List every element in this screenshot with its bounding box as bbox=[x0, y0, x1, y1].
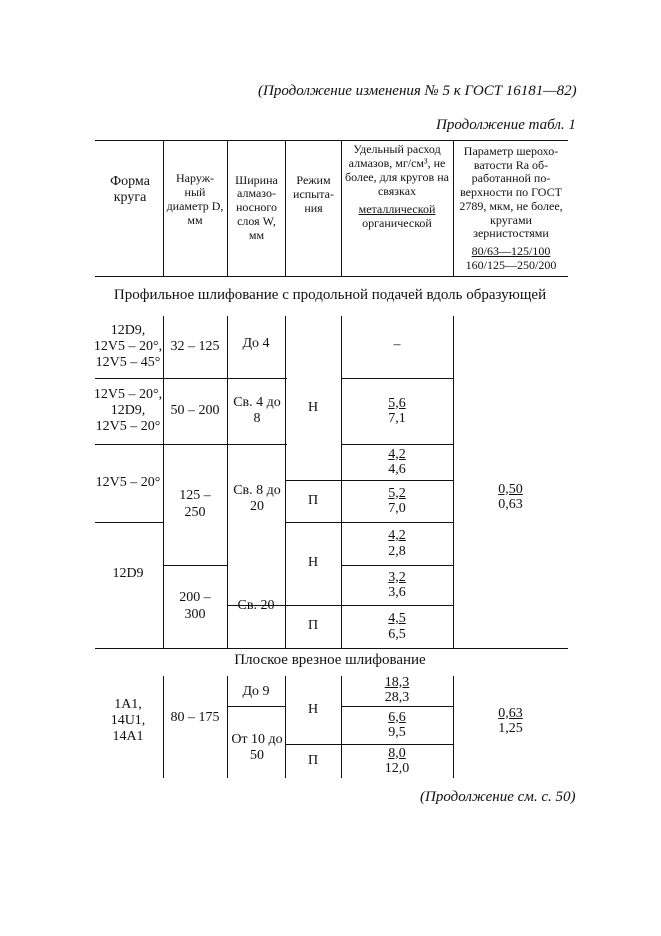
width-cell-1: До 4 bbox=[242, 335, 270, 351]
change-continuation-title: (Продолжение изменения № 5 к ГОСТ 16181—82) bbox=[258, 83, 577, 99]
diameter-cell-1: 32 – 125 bbox=[170, 338, 220, 354]
s2-mode-cell-h: Н bbox=[307, 701, 319, 717]
consumption-cell-2: $\frac{5,6}{7,1}$ bbox=[388, 395, 406, 426]
consumption-cell-5: $\frac{4,2}{2,8}$ bbox=[388, 528, 406, 559]
col-form-header: Форма круга bbox=[110, 173, 150, 205]
form-cell-3: 12V5 – 20° bbox=[95, 474, 161, 490]
diameter-cell-4: 200 – 300 bbox=[179, 590, 211, 622]
consumption-cell-4: $\frac{5,2}{7,0}$ bbox=[388, 485, 406, 516]
form-cell-2: 12V5 – 20°, 12D9, 12V5 – 20° bbox=[93, 386, 163, 435]
footer-continuation: (Продолжение см. с. 50) bbox=[420, 789, 576, 805]
col-roughness-denominator: 160/125—250/200 bbox=[465, 258, 557, 272]
mode-cell-p1: П bbox=[307, 492, 319, 508]
col-mode-header: Режим испыта-ния bbox=[293, 173, 334, 215]
col-roughness-header: Параметр шерохо-ватости Ra об-работанной по-верхности по ГОСТ 2789, мкм, не более, кругами зернистостями bbox=[459, 143, 563, 241]
diameter-cell-2: 50 – 200 bbox=[170, 402, 220, 418]
mode-cell-h1: Н bbox=[307, 399, 319, 415]
form-cell-1: 12D9, 12V5 – 20°, 12V5 – 45° bbox=[93, 322, 163, 371]
s2-consumption-cell-2: $\frac{6,6}{9,5}$ bbox=[388, 709, 406, 740]
section1-title: Профильное шлифование с продольной подачей вдоль образующей bbox=[113, 287, 547, 303]
diameter-cell-3: 125 – 250 bbox=[179, 488, 211, 520]
col-width-header: Ширина алмазо-носного слоя W, мм bbox=[235, 172, 278, 242]
s2-consumption-cell-1: $\frac{18,3}{28,3}$ bbox=[384, 674, 410, 705]
s2-roughness-cell: $\frac{0,63}{1,25}$ bbox=[498, 705, 523, 736]
col-roughness-numerator: 80/63—125/100 bbox=[471, 244, 551, 258]
s2-form-cell: 1A1, 14U1, 14A1 bbox=[110, 696, 146, 745]
consumption-cell-7: $\frac{4,5}{6,5}$ bbox=[388, 611, 406, 642]
s2-width-cell-2: От 10 до 50 bbox=[231, 731, 283, 763]
consumption-cell-1: – bbox=[393, 336, 401, 352]
width-cell-4: Св. 20 bbox=[237, 598, 275, 614]
mode-cell-p2: П bbox=[307, 618, 319, 634]
table-continuation-title: Продолжение табл. 1 bbox=[436, 117, 576, 133]
s2-mode-cell-p: П bbox=[307, 752, 319, 768]
s2-consumption-cell-3: $\frac{8,0}{12,0}$ bbox=[384, 745, 410, 776]
form-cell-4: 12D9 bbox=[112, 565, 144, 581]
consumption-cell-6: $\frac{3,2}{3,6}$ bbox=[388, 569, 406, 600]
mode-cell-h2: Н bbox=[307, 555, 319, 571]
consumption-cell-3: $\frac{4,2}{4,6}$ bbox=[388, 446, 406, 477]
col-consumption-denominator: органической bbox=[362, 216, 432, 230]
col-consumption-header: Удельный расход алмазов, мг/см³, не более, для кругов на связках bbox=[345, 142, 449, 198]
col-diameter-header: Наруж-ный диаметр D, мм bbox=[166, 171, 224, 227]
width-cell-2: Св. 4 до 8 bbox=[233, 394, 281, 426]
section2-title: Плоское врезное шлифование bbox=[234, 652, 426, 668]
s2-diameter-cell: 80 – 175 bbox=[170, 709, 220, 725]
width-cell-3: Св. 8 до 20 bbox=[233, 482, 281, 514]
roughness-cell-1: $\frac{0,50}{0,63}$ bbox=[498, 481, 523, 512]
s2-width-cell-1: До 9 bbox=[242, 683, 270, 699]
col-consumption-numerator: металлической bbox=[358, 202, 436, 216]
